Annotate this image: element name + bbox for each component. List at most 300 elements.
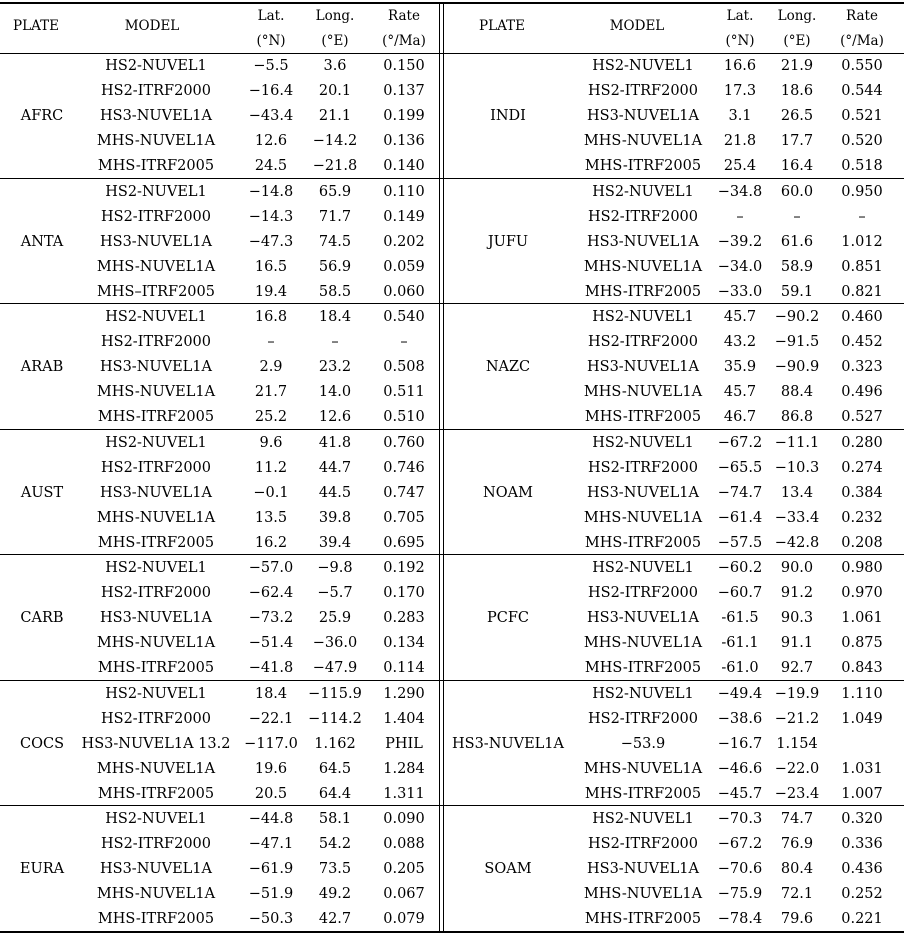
model-cell: HS2-ITRF2000 <box>588 836 698 853</box>
long-cell: 49.2 <box>318 886 352 903</box>
lat-cell: −46.6 <box>717 760 763 777</box>
rate-cell: 1.290 <box>383 685 425 702</box>
long-cell: −90.2 <box>774 309 820 325</box>
model-cell: HS2-NUVEL1 <box>592 811 694 827</box>
model-cell: HS2-ITRF2000 <box>101 459 211 476</box>
lat-cell: −75.9 <box>717 886 763 903</box>
lat-cell: 21.8 <box>723 133 757 150</box>
group-rule <box>0 303 904 304</box>
group-rule <box>0 178 904 179</box>
model-cell: HS2-ITRF2000 <box>101 710 211 727</box>
long-cell: 74.7 <box>780 811 814 827</box>
long-cell: 42.7 <box>318 911 352 928</box>
lat-cell: 12.6 <box>254 133 288 150</box>
model-cell: MHS-ITRF2005 <box>584 158 702 175</box>
lat-cell: 16.6 <box>723 58 757 74</box>
model-cell: MHS-NUVEL1A <box>96 886 216 903</box>
table-top-rule <box>0 2 904 4</box>
lat-cell: −70.6 <box>717 861 763 878</box>
plate-name: EURA <box>19 861 65 878</box>
long-cell: 3.6 <box>323 58 347 74</box>
model-cell: MHS-ITRF2005 <box>584 911 702 928</box>
rate-cell: – <box>858 208 866 225</box>
rate-cell: 0.436 <box>841 861 883 878</box>
header-long: Long. <box>777 8 817 24</box>
long-cell: −23.4 <box>774 785 820 802</box>
long-cell: 25.9 <box>318 610 352 627</box>
lat-cell: 16.8 <box>254 309 288 325</box>
long-cell: – <box>793 208 801 225</box>
model-cell: MHS-NUVEL1A <box>583 886 703 903</box>
rate-cell: 0.527 <box>841 409 883 426</box>
model-cell: HS2-NUVEL1 <box>105 560 207 576</box>
long-cell: 80.4 <box>780 861 814 878</box>
plate-name: ANTA <box>20 233 64 250</box>
rate-cell: 0.760 <box>383 434 425 451</box>
group-rule <box>0 429 904 430</box>
rate-cell: 0.980 <box>841 560 883 576</box>
rate-cell: 1.007 <box>841 785 883 802</box>
model-cell: HS2-NUVEL1 <box>592 183 694 200</box>
long-cell: 91.1 <box>780 635 814 652</box>
header-lat: Lat. <box>726 8 754 24</box>
long-cell: −14.2 <box>312 133 358 150</box>
lat-cell: −117.0 <box>244 735 298 752</box>
long-cell: −19.9 <box>774 685 820 702</box>
long-cell: 20.1 <box>318 83 352 100</box>
lat-cell: −61.9 <box>248 861 294 878</box>
lat-cell: -61.0 <box>721 660 759 677</box>
model-cell: MHS-NUVEL1A <box>583 384 703 401</box>
model-cell: HS2-NUVEL1 <box>592 434 694 451</box>
rate-cell: 0.059 <box>383 258 425 275</box>
rate-cell: 0.150 <box>383 58 425 74</box>
rate-cell: 0.252 <box>841 886 883 903</box>
rate-cell: 0.821 <box>841 283 883 300</box>
long-cell: 1.154 <box>776 735 818 752</box>
plate-name: SOAM <box>484 861 532 878</box>
lat-cell: −16.7 <box>717 735 763 752</box>
rate-cell: 0.208 <box>841 534 883 551</box>
long-cell: −22.0 <box>774 760 820 777</box>
rate-cell: 0.114 <box>383 660 425 677</box>
lat-cell: −5.5 <box>253 58 289 74</box>
long-cell: 23.2 <box>318 359 352 376</box>
lat-cell: −67.2 <box>717 434 763 451</box>
model-cell: HS2-ITRF2000 <box>588 710 698 727</box>
long-cell: 13.4 <box>780 484 814 501</box>
model-cell: HS2-NUVEL1 <box>105 58 207 74</box>
lat-cell: −47.3 <box>248 233 294 250</box>
rate-cell: 0.067 <box>383 886 425 903</box>
lat-cell: −38.6 <box>717 710 763 727</box>
model-cell: HS2-NUVEL1 <box>592 685 694 702</box>
model-cell: HS3-NUVEL1A <box>587 108 699 125</box>
lat-cell: 20.5 <box>254 785 288 802</box>
long-cell: −33.4 <box>774 509 820 526</box>
lat-cell: 16.5 <box>254 258 288 275</box>
lat-cell: −51.4 <box>248 635 294 652</box>
rate-cell: 0.460 <box>841 309 883 325</box>
rate-cell: 0.274 <box>841 459 883 476</box>
header-long-unit: (°E) <box>321 33 349 49</box>
lat-cell: −60.2 <box>717 560 763 576</box>
rate-cell: 1.031 <box>841 760 883 777</box>
header-rule <box>0 53 904 54</box>
model-cell: HS3-NUVEL1A <box>587 484 699 501</box>
group-rule <box>0 805 904 806</box>
lat-cell: −61.4 <box>717 509 763 526</box>
rate-cell: 0.550 <box>841 58 883 74</box>
lat-cell: −41.8 <box>248 660 294 677</box>
plate-name: AFRC <box>20 108 64 125</box>
header-model: MODEL <box>609 18 665 34</box>
rate-cell: 0.280 <box>841 434 883 451</box>
plate-name: PCFC <box>486 610 530 627</box>
long-cell: 88.4 <box>780 384 814 401</box>
header-plate: PLATE <box>479 18 525 34</box>
column-separator <box>443 2 444 933</box>
rate-cell: 0.202 <box>383 233 425 250</box>
plate-name: NOAM <box>483 484 533 501</box>
lat-cell: 2.9 <box>259 359 283 376</box>
lat-cell: 46.7 <box>723 409 757 426</box>
plate-cell: HS3-NUVEL1A <box>452 735 564 752</box>
model-cell: −53.9 <box>620 735 666 752</box>
lat-cell: -61.5 <box>721 610 759 627</box>
model-cell: MHS-NUVEL1A <box>583 635 703 652</box>
long-cell: 16.4 <box>780 158 814 175</box>
model-cell: MHS-NUVEL1A <box>96 258 216 275</box>
long-cell: 17.7 <box>780 133 814 150</box>
model-cell: HS3-NUVEL1A <box>587 359 699 376</box>
rate-cell: 0.496 <box>841 384 883 401</box>
group-rule <box>0 554 904 555</box>
model-cell: MHS-NUVEL1A <box>583 760 703 777</box>
lat-cell: −74.7 <box>717 484 763 501</box>
column-separator <box>439 2 440 933</box>
long-cell: −47.9 <box>312 660 358 677</box>
long-cell: 65.9 <box>318 183 352 200</box>
lat-cell: – <box>267 334 275 351</box>
model-cell: MHS-ITRF2005 <box>584 660 702 677</box>
model-cell: HS2-NUVEL1 <box>592 560 694 576</box>
model-cell: MHS-NUVEL1A <box>96 635 216 652</box>
rate-cell: 0.843 <box>841 660 883 677</box>
lat-cell: 3.1 <box>728 108 752 125</box>
long-cell: −10.3 <box>774 459 820 476</box>
rate-cell: 1.012 <box>841 233 883 250</box>
rate-cell: 0.170 <box>383 585 425 602</box>
rate-cell: 0.110 <box>383 183 425 200</box>
long-cell: 44.7 <box>318 459 352 476</box>
lat-cell: – <box>736 208 744 225</box>
model-cell: HS2-ITRF2000 <box>588 585 698 602</box>
long-cell: −42.8 <box>774 534 820 551</box>
model-cell: HS3-NUVEL1A 13.2 <box>81 735 231 752</box>
model-cell: HS3-NUVEL1A <box>100 610 212 627</box>
lat-cell: 35.9 <box>723 359 757 376</box>
long-cell: −9.8 <box>317 560 353 576</box>
long-cell: 72.1 <box>780 886 814 903</box>
rate-cell: 0.452 <box>841 334 883 351</box>
rate-cell: 0.137 <box>383 83 425 100</box>
long-cell: 58.9 <box>780 258 814 275</box>
long-cell: 1.162 <box>314 735 356 752</box>
header-rate-unit: (°/Ma) <box>840 33 884 49</box>
long-cell: 39.4 <box>318 534 352 551</box>
long-cell: 12.6 <box>318 409 352 426</box>
long-cell: 64.5 <box>318 760 352 777</box>
long-cell: 90.0 <box>780 560 814 576</box>
rate-cell: 0.970 <box>841 585 883 602</box>
lat-cell: 45.7 <box>723 309 757 325</box>
rate-cell: 0.746 <box>383 459 425 476</box>
long-cell: −115.9 <box>308 685 362 702</box>
model-cell: MHS-ITRF2005 <box>584 534 702 551</box>
lat-cell: −16.4 <box>248 83 294 100</box>
model-cell: HS2-ITRF2000 <box>101 208 211 225</box>
lat-cell: −73.2 <box>248 610 294 627</box>
lat-cell: 21.7 <box>254 384 288 401</box>
long-cell: −90.9 <box>774 359 820 376</box>
long-cell: – <box>331 334 339 351</box>
model-cell: HS2-NUVEL1 <box>592 58 694 74</box>
rate-cell: 0.520 <box>841 133 883 150</box>
model-cell: HS2-ITRF2000 <box>588 459 698 476</box>
lat-cell: −57.0 <box>248 560 294 576</box>
header-rate-unit: (°/Ma) <box>382 33 426 49</box>
model-cell: MHS-NUVEL1A <box>96 509 216 526</box>
plate-name: ARAB <box>20 359 64 376</box>
model-cell: MHS-ITRF2005 <box>97 785 215 802</box>
lat-cell: −39.2 <box>717 233 763 250</box>
lat-cell: 43.2 <box>723 334 757 351</box>
model-cell: HS2-ITRF2000 <box>101 585 211 602</box>
table-bottom-rule <box>0 931 904 933</box>
rate-cell: 0.149 <box>383 208 425 225</box>
plate-name: INDI <box>490 108 526 125</box>
model-cell: MHS-ITRF2005 <box>97 911 215 928</box>
long-cell: 74.5 <box>318 233 352 250</box>
rate-cell: 0.544 <box>841 83 883 100</box>
header-rate: Rate <box>388 8 420 24</box>
model-cell: MHS–ITRF2005 <box>97 283 215 300</box>
header-plate: PLATE <box>13 18 59 34</box>
group-rule <box>0 680 904 681</box>
header-model: MODEL <box>124 18 180 34</box>
model-cell: HS2-ITRF2000 <box>588 334 698 351</box>
lat-cell: 19.4 <box>254 283 288 300</box>
long-cell: −91.5 <box>774 334 820 351</box>
long-cell: 64.4 <box>318 785 352 802</box>
rate-cell: 0.747 <box>383 484 425 501</box>
rate-cell: 1.284 <box>383 760 425 777</box>
long-cell: 59.1 <box>780 283 814 300</box>
rate-cell: 0.336 <box>841 836 883 853</box>
long-cell: −5.7 <box>317 585 353 602</box>
lat-cell: −65.5 <box>717 459 763 476</box>
model-cell: HS3-NUVEL1A <box>587 861 699 878</box>
header-long: Long. <box>315 8 355 24</box>
model-cell: HS2-NUVEL1 <box>105 309 207 325</box>
lat-cell: −44.8 <box>248 811 294 827</box>
model-cell: MHS-ITRF2005 <box>97 660 215 677</box>
lat-cell: −62.4 <box>248 585 294 602</box>
long-cell: 90.3 <box>780 610 814 627</box>
lat-cell: −47.1 <box>248 836 294 853</box>
rate-cell: 1.404 <box>383 710 425 727</box>
lat-cell: 13.5 <box>254 509 288 526</box>
lat-cell: −43.4 <box>248 108 294 125</box>
rate-cell: 0.232 <box>841 509 883 526</box>
lat-cell: −14.8 <box>248 183 294 200</box>
lat-cell: −78.4 <box>717 911 763 928</box>
lat-cell: 18.4 <box>254 685 288 702</box>
plate-name: JUFU <box>487 233 529 250</box>
long-cell: 41.8 <box>318 434 352 451</box>
lat-cell: 19.6 <box>254 760 288 777</box>
header-lat: Lat. <box>257 8 285 24</box>
long-cell: 76.9 <box>780 836 814 853</box>
lat-cell: 24.5 <box>254 158 288 175</box>
rate-cell: 0.540 <box>383 309 425 325</box>
long-cell: −36.0 <box>312 635 358 652</box>
lat-cell: 25.4 <box>723 158 757 175</box>
lat-cell: 45.7 <box>723 384 757 401</box>
rate-cell: 0.695 <box>383 534 425 551</box>
model-cell: MHS-ITRF2005 <box>97 409 215 426</box>
rate-cell: 0.060 <box>383 283 425 300</box>
header-rate: Rate <box>846 8 878 24</box>
long-cell: 21.9 <box>780 58 814 74</box>
rate-cell: 0.518 <box>841 158 883 175</box>
long-cell: −21.8 <box>312 158 358 175</box>
model-cell: MHS-ITRF2005 <box>584 785 702 802</box>
long-cell: 21.1 <box>318 108 352 125</box>
lat-cell: −22.1 <box>248 710 294 727</box>
rate-cell: 0.511 <box>383 384 425 401</box>
model-cell: HS2-ITRF2000 <box>101 836 211 853</box>
rate-cell: 0.950 <box>841 183 883 200</box>
rate-cell: 0.136 <box>383 133 425 150</box>
long-cell: 86.8 <box>780 409 814 426</box>
lat-cell: −57.5 <box>717 534 763 551</box>
model-cell: MHS-ITRF2005 <box>97 534 215 551</box>
rate-cell: 0.140 <box>383 158 425 175</box>
rate-cell: 0.221 <box>841 911 883 928</box>
lat-cell: −34.8 <box>717 183 763 200</box>
rate-cell: 1.049 <box>841 710 883 727</box>
model-cell: MHS-NUVEL1A <box>96 760 216 777</box>
long-cell: −21.2 <box>774 710 820 727</box>
rate-cell: 0.521 <box>841 108 883 125</box>
lat-cell: −49.4 <box>717 685 763 702</box>
lat-cell: 11.2 <box>254 459 288 476</box>
model-cell: HS2-NUVEL1 <box>105 685 207 702</box>
model-cell: HS2-ITRF2000 <box>101 83 211 100</box>
rate-cell: 0.384 <box>841 484 883 501</box>
plate-name: COCS <box>19 735 65 752</box>
long-cell: 14.0 <box>318 384 352 401</box>
rate-cell: 0.192 <box>383 560 425 576</box>
plate-name: CARB <box>20 610 64 627</box>
model-cell: MHS-ITRF2005 <box>584 409 702 426</box>
long-cell: 92.7 <box>780 660 814 677</box>
model-cell: HS2-NUVEL1 <box>105 183 207 200</box>
rate-cell: 0.199 <box>383 108 425 125</box>
model-cell: HS2-NUVEL1 <box>105 811 207 827</box>
model-cell: HS2-NUVEL1 <box>105 434 207 451</box>
long-cell: 18.6 <box>780 83 814 100</box>
model-cell: HS3-NUVEL1A <box>100 233 212 250</box>
model-cell: MHS-NUVEL1A <box>583 258 703 275</box>
rate-cell: 0.510 <box>383 409 425 426</box>
rate-cell: 1.061 <box>841 610 883 627</box>
long-cell: 60.0 <box>780 183 814 200</box>
model-cell: MHS-NUVEL1A <box>96 384 216 401</box>
lat-cell: −50.3 <box>248 911 294 928</box>
long-cell: 56.9 <box>318 258 352 275</box>
lat-cell: −60.7 <box>717 585 763 602</box>
lat-cell: −51.9 <box>248 886 294 903</box>
header-long-unit: (°E) <box>783 33 811 49</box>
long-cell: 61.6 <box>780 233 814 250</box>
model-cell: HS2-ITRF2000 <box>588 208 698 225</box>
long-cell: 54.2 <box>318 836 352 853</box>
rate-cell: 0.090 <box>383 811 425 827</box>
lat-cell: 16.2 <box>254 534 288 551</box>
rate-cell: 0.320 <box>841 811 883 827</box>
model-cell: HS3-NUVEL1A <box>100 359 212 376</box>
plate-name: AUST <box>20 484 64 501</box>
header-lat-unit: (°N) <box>725 33 755 49</box>
long-cell: 26.5 <box>780 108 814 125</box>
long-cell: −11.1 <box>774 434 820 451</box>
model-cell: MHS-ITRF2005 <box>97 158 215 175</box>
plate-name: NAZC <box>485 359 531 376</box>
model-cell: HS3-NUVEL1A <box>587 233 699 250</box>
lat-cell: 17.3 <box>723 83 757 100</box>
rate-cell: 0.205 <box>383 861 425 878</box>
lat-cell: −34.0 <box>717 258 763 275</box>
rate-cell: 0.705 <box>383 509 425 526</box>
rate-cell: – <box>400 334 408 351</box>
lat-cell: −14.3 <box>248 208 294 225</box>
long-cell: 71.7 <box>318 208 352 225</box>
long-cell: −114.2 <box>308 710 362 727</box>
long-cell: 18.4 <box>318 309 352 325</box>
long-cell: 73.5 <box>318 861 352 878</box>
long-cell: 58.5 <box>318 283 352 300</box>
lat-cell: −70.3 <box>717 811 763 827</box>
long-cell: 91.2 <box>780 585 814 602</box>
lat-cell: −33.0 <box>717 283 763 300</box>
model-cell: HS3-NUVEL1A <box>100 484 212 501</box>
model-cell: HS3-NUVEL1A <box>587 610 699 627</box>
model-cell: MHS-NUVEL1A <box>583 133 703 150</box>
rate-cell: 0.283 <box>383 610 425 627</box>
rate-cell: 0.134 <box>383 635 425 652</box>
lat-cell: −0.1 <box>253 484 289 501</box>
long-cell: 58.1 <box>318 811 352 827</box>
rate-cell: 0.088 <box>383 836 425 853</box>
model-cell: MHS-ITRF2005 <box>584 283 702 300</box>
model-cell: HS3-NUVEL1A <box>100 108 212 125</box>
long-cell: 79.6 <box>780 911 814 928</box>
rate-cell: 0.875 <box>841 635 883 652</box>
lat-cell: -61.1 <box>721 635 759 652</box>
